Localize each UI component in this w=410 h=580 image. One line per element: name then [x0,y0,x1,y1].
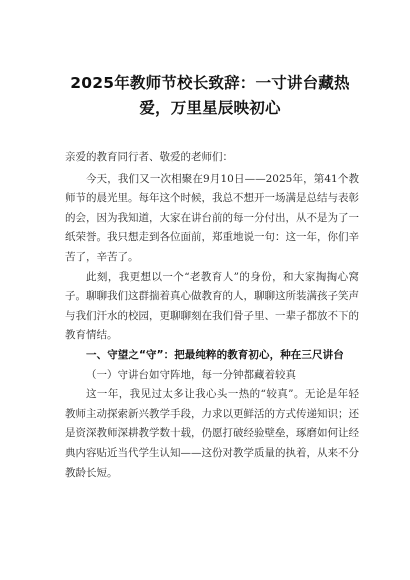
paragraph-1: 今天，我们又一次相聚在9月10日——2025年，第41个教师节的晨光里。每年这个时候，我总不想开一场满是总结与表彰的会，因为我知道，大家在讲台前的每一分付出，从不是为了一纸荣誉。我只想走到各位面前，郑重地说一句：这一年，你们辛苦了，辛苦了。 [65,172,359,263]
document-title: 2025年教师节校长致辞：一寸讲台藏热爱，万里星辰映初心 [70,74,350,117]
subsection-heading-1: （一）守讲台如守阵地，每一分钟都藏着较真 [86,368,296,381]
salutation: 亲爱的教育同行者、敬爱的老师们： [65,151,233,163]
section-heading-1: 一、守望之“守”：把最纯粹的教育初心，种在三尺讲台 [86,348,344,361]
document-body [65,148,359,483]
paragraph-2: 此刻，我更想以一个“老教育人”的身份，和大家掏掏心窝子。聊聊我们这群揣着真心做教育的人，聊聊这所装满孩子笑声与我们汗水的校园，更聊聊刻在我们骨子里、一辈子都放不下的教育情结。 [65,270,359,342]
paragraph-3: 这一年，我见过太多让我心头一热的“较真”。无论是年轻教师主动探索新兴教学手段，力求以更鲜活的方式传递知识；还是资深教师深耕教学数十载，仍愿打破经验壁垒，琢磨如何让经典内容贴近当代学生认知——这份对教学质量的执着，从来不分教龄长短。 [65,388,359,479]
